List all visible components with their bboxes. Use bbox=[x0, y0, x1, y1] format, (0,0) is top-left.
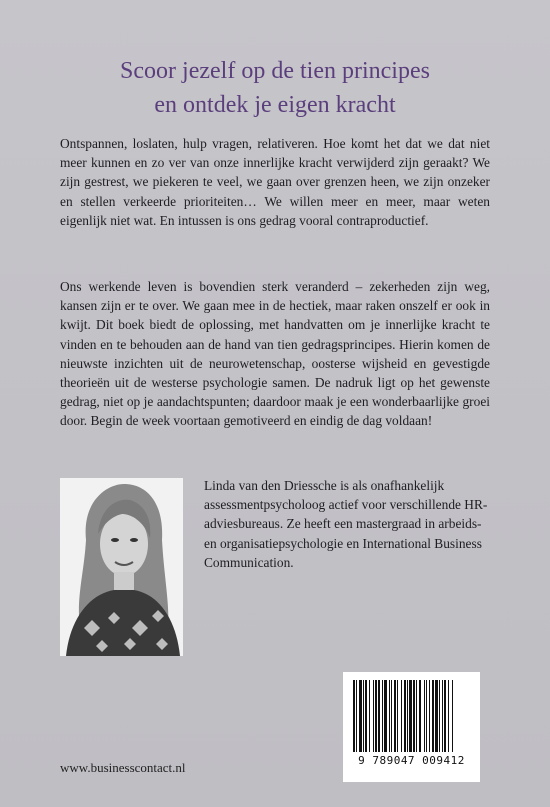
barcode-bar bbox=[353, 680, 355, 752]
barcode-bar bbox=[452, 680, 453, 752]
barcode-bar bbox=[409, 680, 412, 752]
barcode-bar bbox=[365, 680, 367, 752]
isbn-number: 9 789047 009412 bbox=[358, 754, 465, 767]
barcode-bar bbox=[407, 680, 408, 752]
barcode-bar bbox=[416, 680, 417, 752]
blurb-paragraph-1: Ontspannen, loslaten, hulp vragen, relativeren. Hoe komt het dat we dat niet meer kunnen en zo ver van onze innerlijke kracht verwijderd zijn geraakt? We zijn gestrest, we piekeren te veel, we gaan over grenzen heen, we zijn onzeker en stellen verkeerde prioriteiten… We willen meer en meer, maar weten eigenlijk niet wat. En intussen is ons gedrag vooral contraproductief. bbox=[60, 136, 490, 228]
barcode-bars bbox=[349, 680, 474, 752]
barcode-bar bbox=[394, 680, 396, 752]
author-bio: Linda van den Driessche is als onafhankelijk assessmentpsycholoog actief voor verschillende HR-adviesbureaus. Ze heeft een mastergraad in arbeids- en organisatiepsychologie en International Business Communication. bbox=[204, 478, 488, 570]
blurb-paragraph-2: Ons werkende leven is bovendien sterk veranderd – zekerheden zijn weg, kansen zijn er te over. We gaan mee in de hectiek, maar raken onszelf er ook in kwijt. Dit boek biedt de oplossing, met handvatten om je innerlijke kracht te vinden en te behouden aan de hand van tien gedragsprincipes. Hierin komen de nieuwste inzichten uit de neurowetenschap, oosterse wijsheid en gevestigde theorieën uit de westerse psychologie samen. De nadruk ligt op het gewenste gedrag, niet op je aandachtspunten; daardoor maak je een wonderbaarlijke groei door. Begin de week voortaan gemotiveerd en eindig de dag voldaan! bbox=[60, 279, 490, 429]
barcode-bar bbox=[432, 680, 434, 752]
barcode-bar bbox=[391, 680, 392, 752]
barcode-bar bbox=[389, 680, 390, 752]
barcode-bar bbox=[356, 680, 357, 752]
barcode-bar bbox=[378, 680, 380, 752]
barcode-bar bbox=[382, 680, 383, 752]
barcode-bar bbox=[439, 680, 440, 752]
barcode-bar bbox=[442, 680, 443, 752]
publisher-website: www.businesscontact.nl bbox=[60, 760, 186, 775]
barcode-bar bbox=[435, 680, 438, 752]
barcode bbox=[343, 672, 480, 782]
barcode-bar bbox=[424, 680, 425, 752]
barcode-bar bbox=[359, 680, 362, 752]
barcode-bar bbox=[426, 680, 427, 752]
barcode-bar bbox=[384, 680, 387, 752]
barcode-bar bbox=[448, 680, 449, 752]
barcode-bar bbox=[429, 680, 430, 752]
barcode-bar bbox=[419, 680, 421, 752]
headline-line-1: Scoor jezelf op de tien principes bbox=[120, 58, 430, 84]
barcode-bar bbox=[375, 680, 377, 752]
barcode-bar bbox=[373, 680, 374, 752]
barcode-bar bbox=[401, 680, 402, 752]
cover-headline bbox=[0, 54, 550, 122]
barcode-bar bbox=[444, 680, 446, 752]
barcode-bar bbox=[413, 680, 415, 752]
author-photo bbox=[60, 478, 183, 656]
barcode-bar bbox=[363, 680, 364, 752]
barcode-bar bbox=[404, 680, 406, 752]
headline-line-2: en ontdek je eigen kracht bbox=[154, 92, 396, 118]
barcode-bar bbox=[397, 680, 398, 752]
barcode-bar bbox=[369, 680, 370, 752]
